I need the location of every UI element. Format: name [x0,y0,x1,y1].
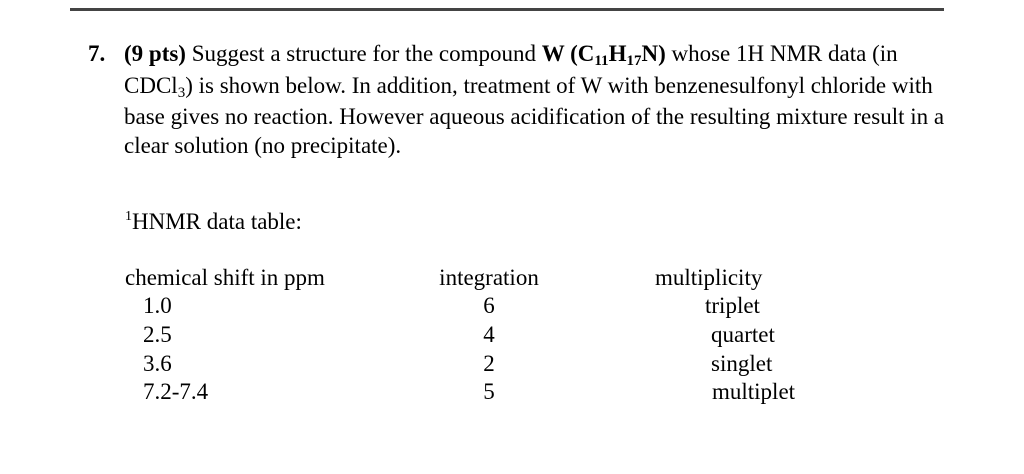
row-4-shift: 7.2-7.4 [143,379,209,404]
header-multiplicity: multiplicity [655,265,763,290]
row-3-shift: 3.6 [143,351,172,376]
question-text-c: ) is shown below. In addition, treatment of W with benzenesulfonyl chloride with base gives no reaction. However aqueous acidification of the resulting mixture result in a clear solution (no precipitate). [124,72,945,158]
table-title-sup: 1 [125,209,132,224]
row-4-multiplicity: multiplet [712,379,796,404]
row-4-integration: 5 [483,379,495,404]
row-2-multiplicity: quartet [711,322,775,347]
row-2-shift: 2.5 [143,322,172,347]
cdcl3-subscript: 3 [177,84,186,101]
row-1-shift: 1.0 [143,293,172,318]
row-1-multiplicity: triplet [705,293,760,318]
row-3-integration: 2 [483,351,495,376]
header-shift: chemical shift in ppm [125,265,325,290]
row-3-multiplicity: singlet [711,351,773,376]
question-text-a: Suggest a structure for the compound [185,41,542,66]
question-number: 7. [88,41,106,66]
compound-formula: W $(C_{11}H_{17}N)$ [541,41,666,69]
header-integration: integration [439,265,539,290]
question-points: (9 pts) [124,41,186,66]
question-text-b: whose 1H NMR data (in CDCl [124,41,898,98]
row-2-integration: 4 [483,322,495,347]
table-title: $^1$HNMR data table: [125,209,302,234]
row-1-integration: 6 [483,293,495,318]
